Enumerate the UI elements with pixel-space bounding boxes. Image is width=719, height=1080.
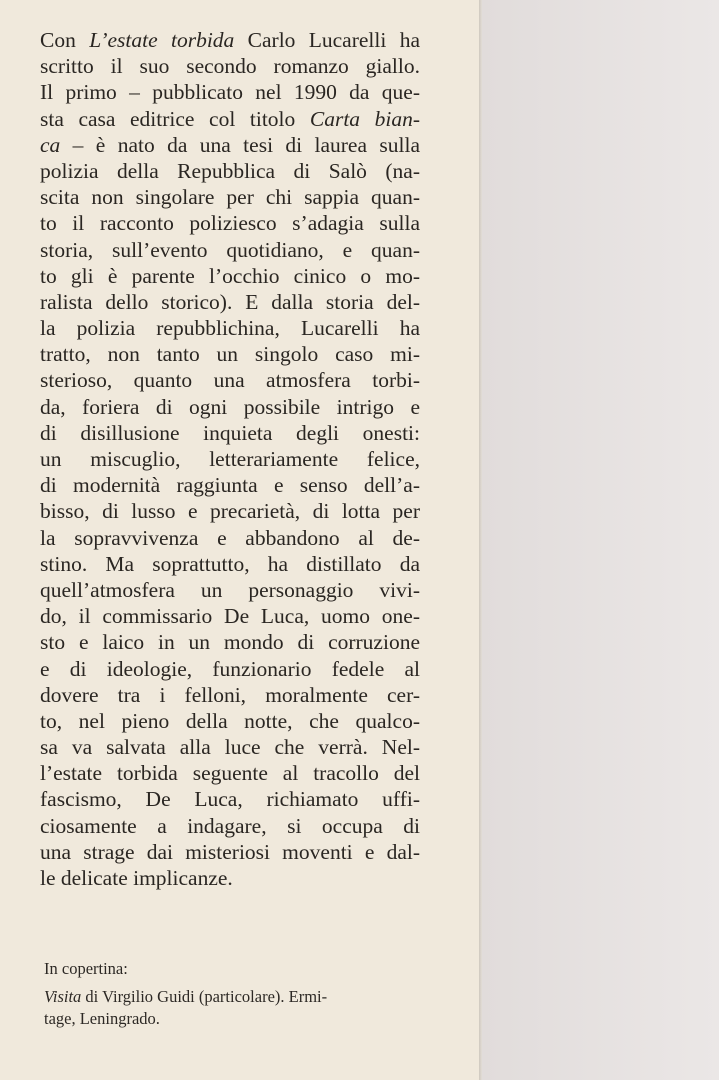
blurb-text-segment: dovere tra i felloni, moralmente cer-: [40, 682, 420, 707]
blurb-line: [40, 27, 420, 53]
blurb-line: [40, 132, 420, 158]
blurb-text-segment: ralista dello storico). E dalla storia del-: [40, 289, 420, 314]
blurb-text-segment: da, foriera di ogni possibile intrigo e: [40, 394, 420, 419]
blurb-text-segment: sterioso, quanto una atmosfera torbi-: [40, 368, 420, 393]
blurb-text-segment: tratto, non tanto un singolo caso mi-: [40, 342, 420, 367]
blurb-text-segment: ciosamente a indagare, si occupa di: [40, 813, 420, 838]
blurb-line: [40, 551, 420, 577]
blurb-text-segment: la polizia repubblichina, Lucarelli ha: [40, 316, 420, 341]
blurb-line: [40, 237, 420, 263]
blurb-text-segment: quell’atmosfera un personaggio vivi-: [40, 577, 420, 602]
blurb-line: [40, 184, 420, 210]
blurb-line: [40, 106, 420, 132]
blurb-line: [40, 420, 420, 446]
blurb-text-segment: l’estate torbida seguente al tracollo del: [40, 761, 420, 786]
blurb-line: [40, 341, 420, 367]
blurb-line: [40, 394, 420, 420]
cover-credits: [44, 958, 424, 1030]
blurb-line: [40, 603, 420, 629]
credits-line-1-rest: di Virgilio Guidi (particolare). Ermi-: [81, 987, 328, 1006]
blurb-text-segment: sto e laico in un mondo di corruzione: [40, 630, 420, 655]
blurb-text-segment: fascismo, De Luca, richiamato uffi-: [40, 787, 420, 812]
blurb-line: [40, 158, 420, 184]
blurb-italic-title: Carta bian-: [309, 106, 420, 131]
blurb-text-segment: – è nato da una tesi di laurea sulla: [60, 132, 420, 157]
blurb-line: [40, 708, 420, 734]
blurb-italic-title: L’estate torbida: [89, 28, 235, 52]
blurb-line: [40, 210, 420, 236]
blurb-line: [40, 79, 420, 105]
blurb-line: [40, 786, 420, 812]
blurb-line: [40, 577, 420, 603]
blurb-text-segment: Con: [40, 28, 90, 52]
blurb-line: [40, 839, 420, 865]
blurb-line: [40, 629, 420, 655]
blurb-line: [40, 446, 420, 472]
blurb-line: [40, 53, 420, 79]
blurb-line: [40, 813, 420, 839]
blurb-text-segment: un miscuglio, letterariamente felice,: [40, 447, 420, 471]
blurb-line: [40, 525, 420, 551]
credits-heading: In copertina:: [44, 959, 128, 978]
blurb-text-segment: la sopravvivenza e abbandono al de-: [40, 525, 420, 550]
credits-line-2: tage, Leningrado.: [44, 1009, 160, 1028]
blurb-line: [40, 289, 420, 315]
blurb-text-segment: sa va salvata alla luce che verrà. Nel-: [40, 735, 420, 760]
blurb-text-segment: di modernità raggiunta e senso dell’a-: [40, 473, 420, 498]
blurb-line: [40, 367, 420, 393]
blurb-text-segment: to gli è parente l’occhio cinico o mo-: [40, 263, 420, 288]
blurb-text-segment: le delicate implicanze.: [40, 866, 233, 890]
blurb-line: [40, 865, 420, 891]
blurb-text-segment: polizia della Repubblica di Salò (na-: [40, 158, 420, 183]
credits-line-1: [44, 986, 424, 1008]
blurb-italic-title: ca: [40, 132, 61, 157]
blurb-line: [40, 498, 420, 524]
blurb-text-segment: bisso, di lusso e precarietà, di lotta per: [40, 499, 420, 524]
blurb-line: [40, 760, 420, 786]
blurb-line: [40, 656, 420, 682]
blurb-text-segment: sta casa editrice col titolo: [40, 106, 310, 131]
blurb-text-segment: Il primo – pubblicato nel 1990 da que-: [40, 80, 420, 105]
blurb-line: [40, 315, 420, 341]
blurb-text-segment: storia, sull’evento quotidiano, e quan-: [40, 237, 420, 262]
blurb-text-segment: to il racconto poliziesco s’adagia sulla: [40, 211, 420, 236]
blurb-text-segment: to, nel pieno della notte, che qualco-: [40, 708, 420, 733]
blurb-text-segment: una strage dai misteriosi moventi e dal-: [40, 839, 420, 864]
blurb-text-segment: scritto il suo secondo romanzo giallo.: [40, 54, 420, 79]
blurb-text-segment: do, il commissario De Luca, uomo one-: [40, 604, 420, 629]
blurb-text-segment: e di ideologie, funzionario fedele al: [40, 656, 420, 681]
blurb-line: [40, 472, 420, 498]
blurb-text-segment: Carlo Lucarelli ha: [234, 28, 420, 52]
blurb-line: [40, 682, 420, 708]
blurb-line: [40, 734, 420, 760]
credits-work-title: Visita: [44, 987, 82, 1006]
blurb-text: [40, 27, 420, 891]
blurb-line: [40, 263, 420, 289]
background-panel: [482, 0, 719, 1080]
blurb-text-segment: stino. Ma soprattutto, ha distillato da: [40, 551, 420, 576]
blurb-text-segment: di disillusione inquieta degli onesti:: [40, 420, 420, 445]
blurb-text-segment: scita non singolare per chi sappia quan-: [40, 185, 420, 210]
